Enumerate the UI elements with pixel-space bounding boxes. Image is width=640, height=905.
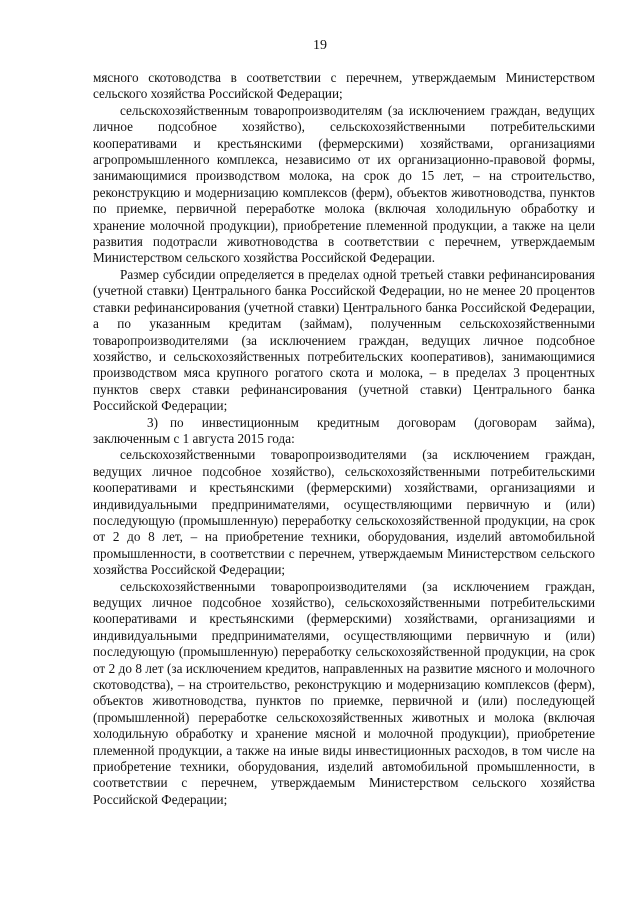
list-number: 3) bbox=[147, 414, 158, 430]
document-body bbox=[93, 70, 595, 808]
paragraph-construction-loans: сельскохозяйственными товаропроизводителями (за исключением граждан, ведущих личное подсобное хозяйство), сельскохозяйственными потребительскими кооперативами и крестьянскими (фермерскими) хозяйствами, организациями и индивидуальными предпринимателями, осуществляющими первичную и (или) последующую (промышленную) переработку сельскохозяйственной продукции, на срок от 2 до 8 лет (за исключением кредитов, направленных на развитие мясного и молочного скотоводства), – на строительство, реконструкцию и модернизацию комплексов (ферм), объектов животноводства, пунктов по приемке, первичной и (или) последующей (промышленной) переработке сельскохозяйственных животных и молока (включая холодильную обработку и хранение мясной и молочной продукции), приобретение племенной продукции, а также на иные виды инвестиционных расходов, в том числе на приобретение техники, оборудования, изделий автомобильной промышленности, в соответствии с перечнем, утверждаемым Министерством сельского хозяйства Российской Федерации; bbox=[93, 578, 595, 807]
paragraph-continuation: мясного скотоводства в соответствии с перечнем, утверждаемым Министерством сельского хозяйства Российской Федерации; bbox=[93, 70, 595, 102]
paragraph-item-3-text: по инвестиционным кредитным договорам (договорам займа), заключенным с 1 августа 2015 года: bbox=[93, 414, 595, 446]
paragraph-equipment-loans: сельскохозяйственными товаропроизводителями (за исключением граждан, ведущих личное подсобное хозяйство), сельскохозяйственными потребительскими кооперативами и крестьянскими (фермерскими) хозяйствами, организациями и индивидуальными предпринимателями, осуществляющими первичную и (или) последующую (промышленную) переработку сельскохозяйственной продукции, на срок от 2 до 8 лет, – на приобретение техники, оборудования, изделий автомобильной промышленности, в соответствии с перечнем, утверждаемым Министерством сельского хозяйства Российской Федерации; bbox=[93, 447, 595, 578]
paragraph-item-3 bbox=[93, 415, 595, 448]
paragraph-milk-producers: сельскохозяйственным товаропроизводителям (за исключением граждан, ведущих личное подсобное хозяйство), сельскохозяйственными потребительскими кооперативами и крестьянскими (фермерскими) хозяйствами, организациями агропромышленного комплекса, независимо от их организационно-правовой формы, занимающимися производством молока, на срок до 15 лет, – на строительство, реконструкцию и модернизацию комплексов (ферм), объектов животноводства, пунктов по приемке, первичной переработке молока (включая холодильную обработку и хранение молочной продукции), приобретение племенной продукции, а также на цели развития подотрасли животноводства в соответствии с перечнем, утверждаемым Министерством сельского хозяйства Российской Федерации. bbox=[93, 102, 595, 266]
paragraph-subsidy-size: Размер субсидии определяется в пределах одной третьей ставки рефинансирования (учетной ставки) Центрального банка Российской Федерации, но не менее 20 процентов ставки рефинансирования (учетной ставки) Центрального банка Российской Федерации, а по указанным кредитам (займам), полученным сельскохозяйственными товаропроизводителями (за исключением граждан, ведущих личное подсобное хозяйство, и сельскохозяйственных потребительских кооперативов), занимающимися производством мяса крупного рогатого скота и молока, – в пределах 3 процентных пунктов сверх ставки рефинансирования (учетной ставки) Центрального банка Российской Федерации; bbox=[93, 266, 595, 414]
page-number: 19 bbox=[313, 38, 327, 53]
